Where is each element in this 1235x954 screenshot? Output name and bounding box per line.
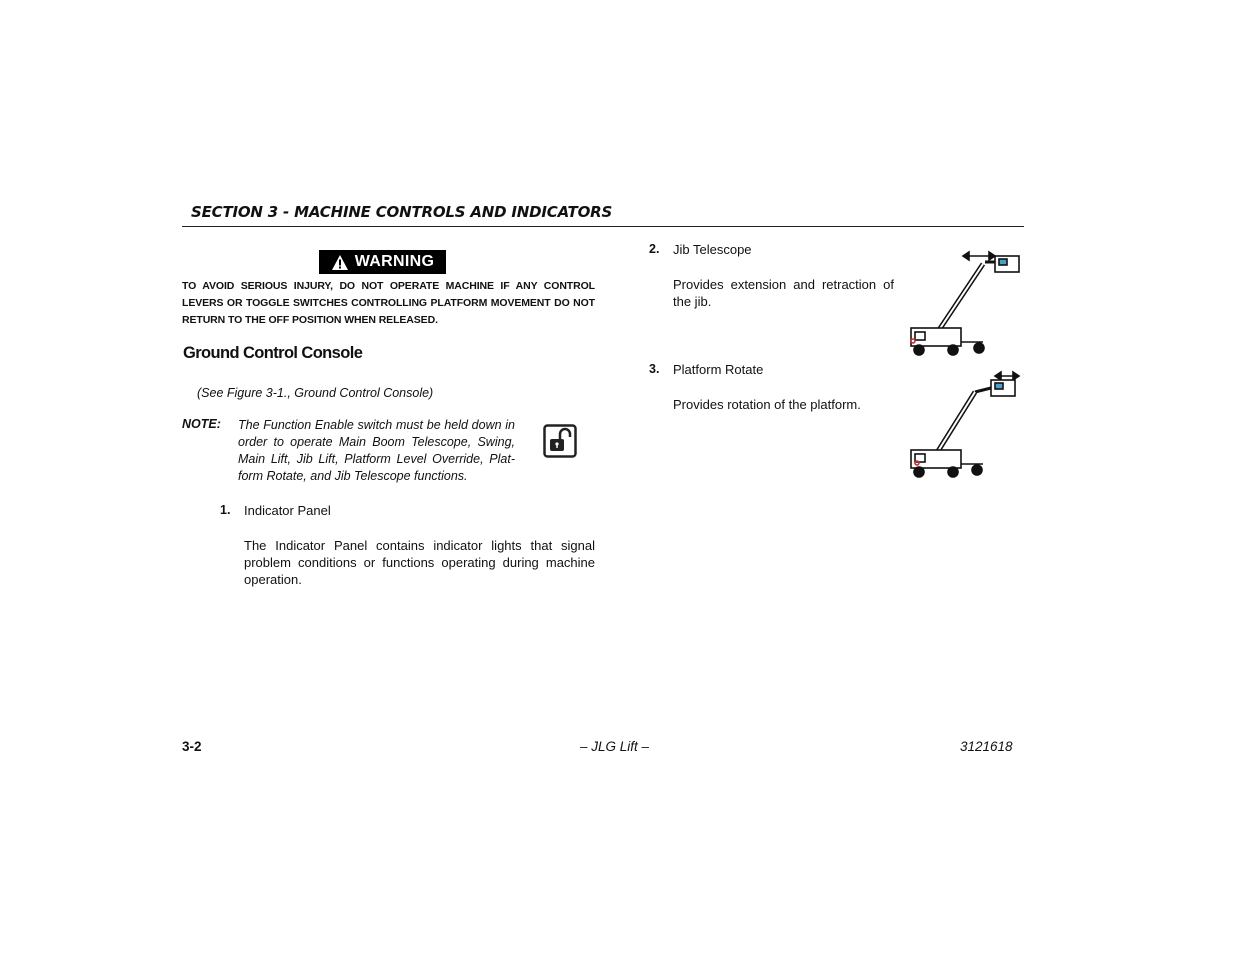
item-description: The Indicator Panel contains indicator lights that signal problem conditions or functions operating during machine operation. [244,538,595,587]
footer-publisher: – JLG Lift – [580,739,650,754]
item-title-indicator-panel: Indicator Panel [244,503,331,518]
item-number: 1. [220,503,231,517]
item-title-jib-telescope: Jib Telescope [673,242,752,257]
document-number: 3121618 [960,739,1013,754]
function-enable-lock-icon [543,424,577,458]
warning-banner [319,250,446,274]
item-number: 2. [649,242,660,256]
platform-rotate-icon [905,366,1025,486]
page-number: 3-2 [182,739,202,754]
section-heading: Ground Control Console [183,344,363,362]
item-title-platform-rotate: Platform Rotate [673,362,764,377]
section-title: SECTION 3 - MACHINE CONTROLS AND INDICATORS [191,203,613,221]
item-description: Provides extension and retraction of the jib. [673,277,894,309]
item-number: 3. [649,362,660,376]
note-label: NOTE: [182,417,221,431]
note-text: The Function Enable switch must be held down in order to operate Main Boom Telescope, Swing, Main Lift, Jib Lift, Platform Level Override, Plat-form Rotate, and Jib Telescope functions. [238,418,515,483]
warning-label: WARNING [354,253,435,270]
figure-reference: (See Figure 3-1., Ground Control Console) [197,386,434,400]
warning-triangle-icon [331,254,349,271]
warning-text: TO AVOID SERIOUS INJURY, DO NOT OPERATE MACHINE IF ANY CONTROL LEVERS OR TOGGLE SWITCHES CONTROLLING PLATFORM MOVEMENT DO NOT RETURN TO THE OFF POSITION WHEN RELEASED. [182,280,595,326]
jib-telescope-icon [905,246,1025,366]
header-rule [182,226,1024,227]
item-description: Provides rotation of the platform. [673,397,861,412]
